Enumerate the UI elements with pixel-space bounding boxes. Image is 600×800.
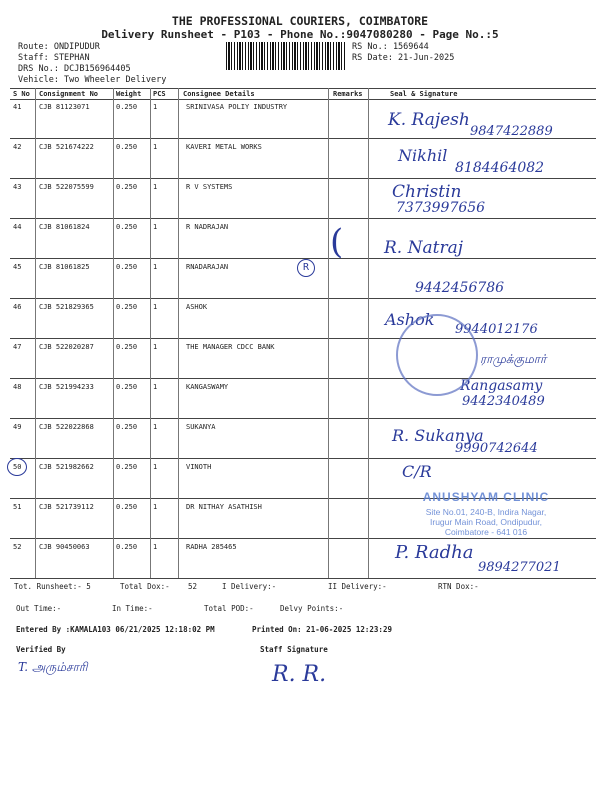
tot-runsheet: Tot. Runsheet:- 5: [14, 582, 91, 591]
signature: K. Rajesh: [388, 110, 470, 130]
handwritten-phone: 9944012176: [455, 322, 538, 337]
row-weight: 0.250: [116, 423, 138, 431]
stamp-address-line: Coimbatore - 641 016: [444, 527, 528, 537]
printed-on: Printed On: 21-06-2025 12:23:29: [252, 625, 392, 634]
row-pcs: 1: [153, 543, 158, 551]
verified-by-label: Verified By: [16, 645, 66, 654]
column-divider: [178, 88, 179, 578]
row-weight: 0.250: [116, 463, 138, 471]
rs-date: RS Date: 21-Jun-2025: [352, 53, 455, 63]
row-weight: 0.250: [116, 543, 138, 551]
row-consignee: DR NITHAY ASATHISH: [186, 503, 262, 511]
row-sno: 43: [13, 183, 22, 191]
column-divider: [35, 88, 36, 578]
row-divider: [10, 458, 596, 459]
row-weight: 0.250: [116, 263, 138, 271]
row-sno: 42: [13, 143, 22, 151]
table-header-rule: [10, 99, 596, 100]
row-consignee: ASHOK: [186, 303, 208, 311]
row-consignee: THE MANAGER CDCC BANK: [186, 343, 275, 351]
row-pcs: 1: [153, 343, 158, 351]
row-weight: 0.250: [116, 183, 138, 191]
row-consignee: RADHA 285465: [186, 543, 237, 551]
row-sno: 44: [13, 223, 22, 231]
staff-label: Staff: STEPHAN: [18, 53, 90, 63]
row-sno: 41: [13, 103, 22, 111]
vehicle-label: Vehicle: Two Wheeler Delivery: [18, 75, 167, 85]
stamp-address-line: Site No.01, 240-B, Indira Nagar,: [425, 507, 547, 517]
row-consignment: CJB 81061824: [39, 223, 90, 231]
col-header-sno: S No: [13, 90, 30, 98]
row-consignment: CJB 521674222: [39, 143, 94, 151]
row-sno: 52: [13, 543, 22, 551]
runsheet-subtitle: Delivery Runsheet - P103 - Phone No.:9047080280 - Page No.:5: [101, 28, 499, 41]
row-weight: 0.250: [116, 143, 138, 151]
signature: ராமுக்குமார்: [480, 352, 547, 366]
verified-signature: T. அரும்சாரி: [18, 660, 88, 674]
row-consignment: CJB 522020287: [39, 343, 94, 351]
row-consignment: CJB 522075599: [39, 183, 94, 191]
entered-by: Entered By :KAMALA103 06/21/2025 12:18:02 PM: [16, 625, 215, 634]
row-divider: [10, 298, 596, 299]
signature: C/R: [402, 462, 432, 481]
total-dox-label: Total Dox:-: [120, 582, 170, 591]
row-pcs: 1: [153, 383, 158, 391]
out-time: Out Time:-: [16, 604, 62, 613]
row-weight: 0.250: [116, 103, 138, 111]
table-bottom-rule: [10, 578, 596, 579]
remark-circle: R: [297, 259, 315, 277]
delvy-points: Delvy Points:-: [280, 604, 344, 613]
row-consignment: CJB 521829365: [39, 303, 94, 311]
row-pcs: 1: [153, 423, 158, 431]
row-pcs: 1: [153, 503, 158, 511]
row-divider: [10, 178, 596, 179]
handwritten-phone: 9894277021: [478, 560, 561, 575]
row-weight: 0.250: [116, 223, 138, 231]
handwritten-phone: 9442340489: [462, 394, 545, 409]
total-dox-value: 52: [188, 582, 198, 591]
signature: Nikhil: [398, 146, 448, 165]
row-pcs: 1: [153, 143, 158, 151]
stamp-address-line: Irugur Main Road, Ondipudur,: [430, 517, 542, 527]
row-consignee: SUKANYA: [186, 423, 216, 431]
row-consignee: VINOTH: [186, 463, 212, 471]
stamp-name: ANUSHYAM CLINIC: [422, 490, 550, 504]
signature: Christin: [392, 182, 462, 202]
row-sno: 48: [13, 383, 22, 391]
row-pcs: 1: [153, 183, 158, 191]
row-consignee: R V SYSTEMS: [186, 183, 233, 191]
row-consignment: CJB 81061825: [39, 263, 90, 271]
row-sno: 50: [13, 463, 22, 471]
row-consignee: SRINIVASA POLIY INDUSTRY: [186, 103, 288, 111]
staff-signature: R. R.: [272, 662, 327, 687]
col-header-seal: Seal & Signature: [390, 90, 458, 98]
row-sno: 51: [13, 503, 22, 511]
route-label: Route: ONDIPUDUR: [18, 42, 100, 52]
row-pcs: 1: [153, 263, 158, 271]
company-title: THE PROFESSIONAL COURIERS, COIMBATORE: [171, 14, 429, 28]
table-top-rule: [10, 88, 596, 89]
rtn-dox: RTN Dox:-: [438, 582, 479, 591]
row-divider: [10, 338, 596, 339]
row-consignment: CJB 521982662: [39, 463, 94, 471]
handwritten-phone: 9847422889: [470, 124, 553, 139]
signature: P. Radha: [395, 542, 474, 563]
ii-delivery: II Delivery:-: [328, 582, 387, 591]
signature: Rangasamy: [460, 378, 543, 394]
handwritten-phone: 9990742644: [455, 441, 538, 456]
in-time: In Time:-: [112, 604, 153, 613]
signature: Ashok: [385, 310, 435, 329]
total-pod: Total POD:-: [204, 604, 254, 613]
bank-seal-stamp: [396, 314, 478, 396]
column-divider: [328, 88, 329, 578]
rs-no: RS No.: 1569644: [352, 42, 429, 52]
row-divider: [10, 538, 596, 539]
signature: R. Sukanya: [392, 426, 484, 445]
row-pcs: 1: [153, 463, 158, 471]
row-weight: 0.250: [116, 383, 138, 391]
drs-label: DRS No.: DCJB156964405: [18, 64, 131, 74]
col-header-consignment: Consignment No: [39, 90, 99, 98]
i-delivery: I Delivery:-: [222, 582, 277, 591]
clinic-stamp: [386, 490, 586, 537]
barcode: [226, 42, 346, 70]
col-header-weight: Weight: [116, 90, 142, 98]
row-divider: [10, 218, 596, 219]
row-weight: 0.250: [116, 343, 138, 351]
row-consignee: R NADRAJAN: [186, 223, 229, 231]
row-consignee: KANGASWAMY: [186, 383, 229, 391]
circle-mark: [7, 458, 27, 476]
col-header-pcs: PCS: [153, 90, 166, 98]
handwritten-phone: 7373997656: [396, 200, 486, 216]
row-consignment: CJB 90450063: [39, 543, 90, 551]
column-divider: [368, 88, 369, 578]
handwritten-phone: 9442456786: [415, 280, 505, 296]
row-consignee: RNADARAJAN: [186, 263, 229, 271]
row-divider: [10, 418, 596, 419]
row-consignment: CJB 521739112: [39, 503, 94, 511]
column-divider: [150, 88, 151, 578]
handwritten-phone: 8184464082: [455, 160, 545, 176]
row-weight: 0.250: [116, 503, 138, 511]
row-sno: 46: [13, 303, 22, 311]
row-pcs: 1: [153, 223, 158, 231]
row-pcs: 1: [153, 103, 158, 111]
row-pcs: 1: [153, 303, 158, 311]
col-header-consignee: Consignee Details: [183, 90, 255, 98]
row-consignment: CJB 521994233: [39, 383, 94, 391]
signature: R. Natraj: [384, 238, 463, 258]
col-header-remarks: Remarks: [333, 90, 363, 98]
column-divider: [113, 88, 114, 578]
remark-scribble: (: [330, 222, 344, 262]
row-sno: 49: [13, 423, 22, 431]
row-consignee: KAVERI METAL WORKS: [186, 143, 262, 151]
row-weight: 0.250: [116, 303, 138, 311]
row-sno: 45: [13, 263, 22, 271]
staff-signature-label: Staff Signature: [260, 645, 328, 654]
row-consignment: CJB 522022868: [39, 423, 94, 431]
row-sno: 47: [13, 343, 22, 351]
row-consignment: CJB 81123071: [39, 103, 90, 111]
